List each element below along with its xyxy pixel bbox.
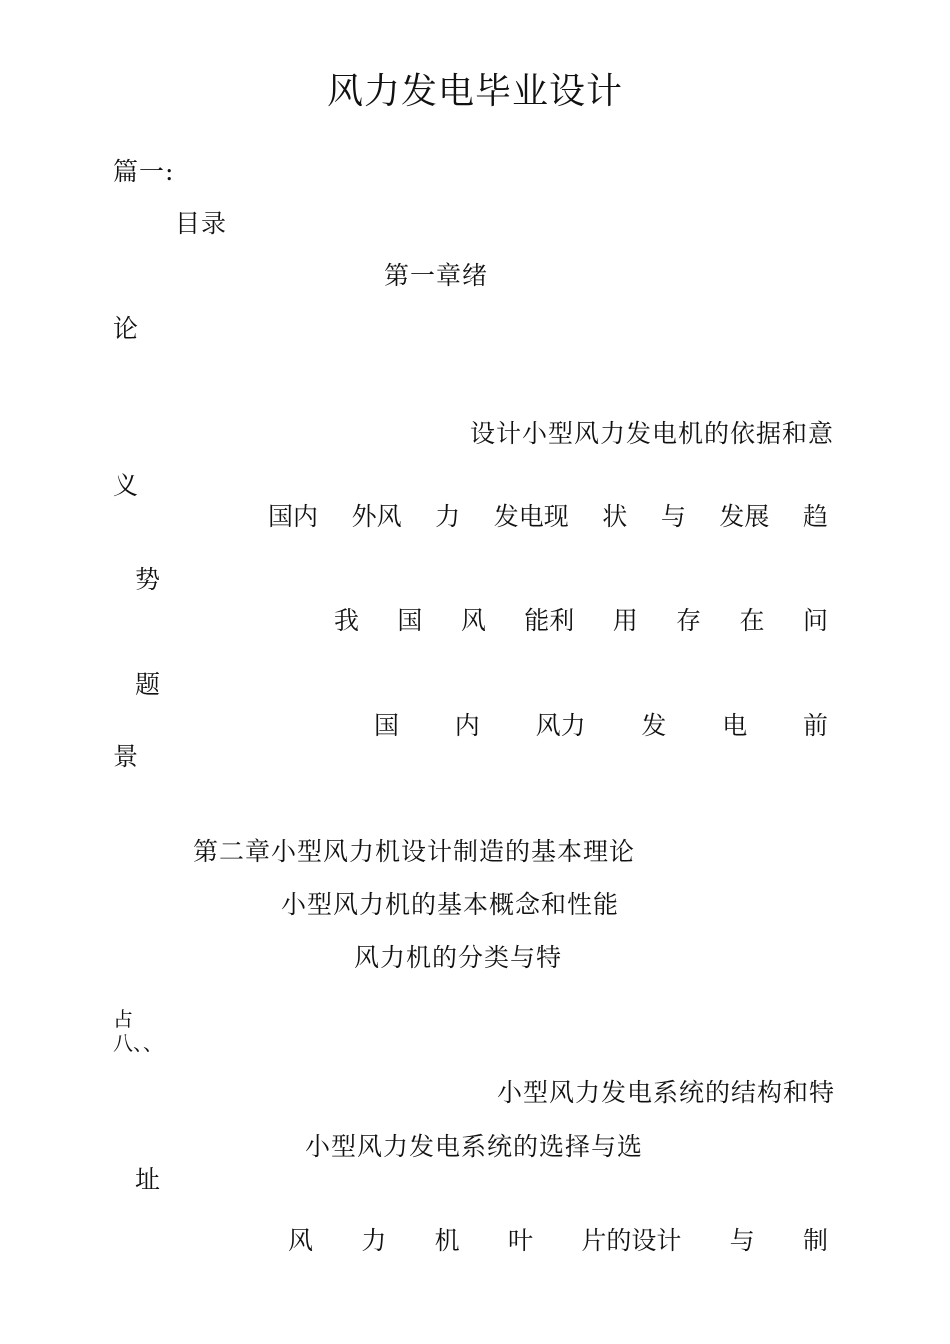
toc-entry-2-5-part: 制 bbox=[802, 1226, 828, 1255]
chapter-1-heading: 第一章绪 bbox=[384, 261, 489, 290]
toc-entry-1-3-part: 我 bbox=[334, 606, 360, 635]
toc-entry-1-2-part: 发电现 bbox=[493, 502, 569, 531]
chapter-1-heading-continuation: 论 bbox=[113, 314, 140, 343]
toc-entry-2-2-continuation-2: 八、、 bbox=[113, 1031, 163, 1055]
toc-entry-1-3-continuation: 题 bbox=[135, 670, 162, 699]
toc-entry-1-3-part: 国 bbox=[397, 606, 423, 635]
toc-entry-1-2-part: 外风 bbox=[351, 502, 402, 531]
toc-entry-1-2-part: 状 bbox=[602, 502, 628, 531]
toc-entry-1-3-part: 能利 bbox=[524, 606, 575, 635]
toc-entry-2-5-part: 片的设计 bbox=[581, 1226, 682, 1255]
toc-entry-2-4-continuation: 址 bbox=[135, 1165, 162, 1194]
part-label: 篇一: bbox=[113, 157, 175, 186]
toc-entry-1-4 bbox=[374, 711, 828, 741]
toc-entry-1-4-part: 发 bbox=[641, 711, 667, 740]
toc-entry-1-2-part: 发展 bbox=[719, 502, 770, 531]
toc-entry-2-5-part: 力 bbox=[361, 1226, 387, 1255]
toc-entry-1-2-continuation: 势 bbox=[135, 565, 162, 594]
toc-entry-1-4-part: 风力 bbox=[535, 711, 586, 740]
toc-entry-1-1-continuation: 义 bbox=[113, 471, 140, 500]
toc-entry-1-4-continuation: 景 bbox=[113, 742, 140, 771]
toc-entry-1-2-part: 力 bbox=[435, 502, 461, 531]
toc-entry-1-3-part: 风 bbox=[460, 606, 486, 635]
toc-entry-1-3-part: 在 bbox=[739, 606, 765, 635]
toc-entry-1-3-part: 存 bbox=[676, 606, 702, 635]
toc-entry-1-3-part: 问 bbox=[802, 606, 828, 635]
toc-entry-1-2-part: 国内 bbox=[268, 502, 319, 531]
document-title: 风力发电毕业设计 bbox=[326, 71, 623, 112]
toc-entry-2-4: 小型风力发电系统的选择与选 bbox=[305, 1132, 644, 1161]
toc-heading: 目录 bbox=[175, 209, 228, 238]
chapter-2-heading: 第二章小型风力机设计制造的基本理论 bbox=[193, 837, 636, 866]
toc-entry-2-2: 风力机的分类与特 bbox=[354, 943, 563, 972]
toc-entry-1-4-part: 电 bbox=[722, 711, 748, 740]
toc-entry-2-5-part: 叶 bbox=[507, 1226, 533, 1255]
toc-entry-1-1: 设计小型风力发电机的依据和意 bbox=[470, 419, 835, 448]
toc-entry-2-3: 小型风力发电系统的结构和特 bbox=[497, 1078, 836, 1107]
toc-entry-1-2-part: 与 bbox=[660, 502, 686, 531]
toc-entry-2-5-part: 与 bbox=[729, 1226, 755, 1255]
toc-entry-1-3 bbox=[334, 606, 828, 636]
toc-entry-2-5 bbox=[288, 1226, 828, 1256]
toc-entry-1-4-part: 前 bbox=[802, 711, 828, 740]
toc-entry-2-2-continuation: 占 bbox=[113, 1007, 133, 1031]
toc-entry-2-1: 小型风力机的基本概念和性能 bbox=[281, 890, 620, 919]
toc-entry-1-2 bbox=[268, 502, 828, 532]
toc-entry-2-5-part: 风 bbox=[288, 1226, 314, 1255]
toc-entry-1-3-part: 用 bbox=[612, 606, 638, 635]
toc-entry-1-4-part: 内 bbox=[454, 711, 480, 740]
toc-entry-1-4-part: 国 bbox=[374, 711, 400, 740]
toc-entry-2-5-part: 机 bbox=[434, 1226, 460, 1255]
toc-entry-1-2-part: 趋 bbox=[802, 502, 828, 531]
